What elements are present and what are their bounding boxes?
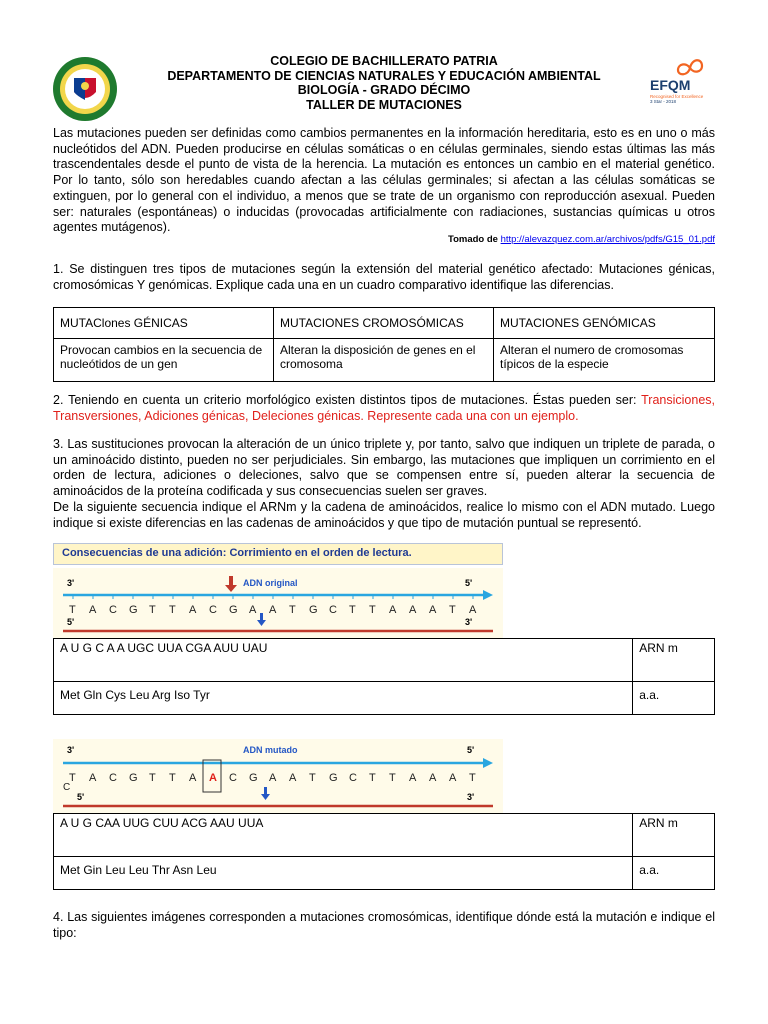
mutated-base-1: A: [89, 772, 97, 784]
original-base-19: T: [449, 604, 456, 616]
end-5-top: 5': [465, 578, 473, 588]
question-2: [53, 393, 715, 424]
end-5-bot: 5': [67, 617, 75, 627]
dna-original-title: ADN original: [243, 578, 298, 588]
mutated-base-9: G: [249, 772, 258, 784]
header-genomic: MUTACIONES GENÓMICAS: [494, 308, 715, 339]
question-2-text: 2. Teniendo en cuenta un criterio morfológico existen distintos tipos de mutaciones. Éstas pueden ser:: [53, 393, 642, 407]
original-base-17: A: [409, 604, 417, 616]
mutated-base-0: T: [69, 772, 76, 784]
question-2-highlight: Transiciones, Transversiones, Adiciones génicas, Deleciones génicas. Represente cada una con un ejemplo.: [53, 393, 715, 423]
comparison-table: [53, 307, 715, 382]
original-base-9: A: [249, 604, 257, 616]
sequence-table-mutated: [53, 813, 715, 890]
efqm-sub1: Recognised for Excellence: [650, 94, 704, 99]
school-name: COLEGIO DE BACHILLERATO PATRIA: [270, 54, 498, 68]
mutated-base-14: C: [349, 772, 357, 784]
original-base-20: A: [469, 604, 477, 616]
document-header: [0, 54, 768, 112]
efqm-text: EFQM: [650, 77, 691, 93]
mutated-base-13: G: [329, 772, 338, 784]
end-3-bot: 3': [465, 617, 473, 627]
arn-sequence-original[interactable]: A U G C A A UGC UUA CGA AUU UAU: [54, 639, 633, 682]
dna-mutated-figure: [53, 739, 503, 813]
original-base-10: A: [269, 604, 277, 616]
original-base-16: A: [389, 604, 397, 616]
original-base-8: G: [229, 604, 238, 616]
original-base-18: A: [429, 604, 437, 616]
question-1: 1. Se distinguen tres tipos de mutaciones según la extensión del material genético afectado: Mutaciones génicas, cromosómicas Y genómicas. Explique cada una en un cuadro comparativo identifique las diferencias.: [53, 262, 715, 292]
original-base-0: T: [69, 604, 76, 616]
mutated-base-3: G: [129, 772, 138, 784]
source-citation: [53, 234, 715, 245]
cell-chromosomal[interactable]: Alteran la disposición de genes en el cromosoma: [274, 339, 494, 382]
mutated-base-8: C: [229, 772, 237, 784]
figure-banner: [53, 543, 503, 565]
mutated-base-5: T: [169, 772, 176, 784]
end-5-top-mutated: 5': [467, 745, 475, 755]
mutated-base-10: A: [269, 772, 277, 784]
mutated-base-18: A: [429, 772, 437, 784]
original-base-5: T: [169, 604, 176, 616]
arn-label-mutated: ARN m: [633, 814, 715, 857]
end-3-bot-mutated: 3': [467, 792, 475, 802]
end-3-top-mutated: 3': [67, 745, 75, 755]
cell-genomic[interactable]: Alteran el numero de cromosomas típicos de la especie: [494, 339, 715, 382]
mutated-base-20: T: [469, 772, 476, 784]
mutated-base-7: A: [209, 772, 217, 784]
mutated-base-16: T: [389, 772, 396, 784]
original-base-7: C: [209, 604, 217, 616]
dna-mutated-title: ADN mutado: [243, 745, 298, 755]
end-3-top: 3': [67, 578, 75, 588]
figure-banner-text: Consecuencias de una adición: Corrimiento en el orden de lectura.: [62, 547, 412, 559]
original-base-13: C: [329, 604, 337, 616]
original-base-6: A: [189, 604, 197, 616]
mutated-base-12: T: [309, 772, 316, 784]
end-5-bot-mutated: 5': [77, 792, 85, 802]
extra-base: C: [63, 782, 71, 793]
question-4: 4. Las siguientes imágenes corresponden a mutaciones cromosómicas, identifique dónde está la mutación e indique el tipo:: [53, 910, 715, 940]
amino-acid-label-mutated: a.a.: [633, 857, 715, 890]
amino-acids-mutated[interactable]: Met Gin Leu Leu Thr Asn Leu: [54, 857, 633, 890]
subject-grade: BIOLOGÍA - GRADO DÉCIMO: [297, 83, 471, 97]
header-chromosomal: MUTACIONES CROMOSÓMICAS: [274, 308, 494, 339]
original-base-15: T: [369, 604, 376, 616]
mutated-base-11: A: [289, 772, 297, 784]
mutated-base-2: C: [109, 772, 117, 784]
mutated-base-15: T: [369, 772, 376, 784]
question-3: [53, 437, 715, 531]
department-name: DEPARTAMENTO DE CIENCIAS NATURALES Y EDUCACIÓN AMBIENTAL: [167, 68, 601, 83]
original-base-11: T: [289, 604, 296, 616]
mutated-base-17: A: [409, 772, 417, 784]
arn-sequence-mutated[interactable]: A U G CAA UUG CUU ACG AAU UUA: [54, 814, 633, 857]
header-genic: MUTAClones GÉNICAS: [54, 308, 274, 339]
mutated-base-19: A: [449, 772, 457, 784]
original-base-14: T: [349, 604, 356, 616]
original-base-1: A: [89, 604, 97, 616]
amino-acid-label: a.a.: [633, 682, 715, 715]
efqm-sub2: 3 Star - 2018: [650, 99, 677, 104]
original-base-12: G: [309, 604, 318, 616]
cell-genic[interactable]: Provocan cambios en la secuencia de nucleótidos de un gen: [54, 339, 274, 382]
question-3-paragraph: 3. Las sustituciones provocan la alteración de un único triplete y, por tanto, salvo que indiquen un triplete de parada, o un aminoácido distinto, pueden no ser perjudiciales. Sin embargo, las mutaciones que impliquen un corrimiento en el orden de lectura, adiciones o deleciones, salvo que se compensen entre sí, pueden alterar la secuencia de aminoácidos de la proteína codificada y sus consecuencias suelen ser graves.: [53, 437, 715, 499]
original-base-4: T: [149, 604, 156, 616]
mutated-base-6: A: [189, 772, 197, 784]
mutated-base-4: T: [149, 772, 156, 784]
source-label: Tomado de: [447, 234, 498, 245]
original-base-3: G: [129, 604, 138, 616]
arn-label: ARN m: [633, 639, 715, 682]
worksheet-title: TALLER DE MUTACIONES: [306, 97, 462, 112]
source-link[interactable]: http://alevazquez.com.ar/archivos/pdfs/G15_01.pdf: [500, 234, 715, 245]
original-base-2: C: [109, 604, 117, 616]
amino-acids-original[interactable]: Met Gln Cys Leu Arg Iso Tyr: [54, 682, 633, 715]
intro-paragraph: Las mutaciones pueden ser definidas como cambios permanentes en la información hereditaria, esto es en uno o más nucleótidos del ADN. Pueden producirse en células somáticas o en células germinales, siendo estas últimas las más trascendentales desde el punto de vista de la herencia. La mutación es entonces un cambio en el material genético. Por lo tanto, sólo son heredables cuando afectan a las células germinales; si afectan a las células somáticas se extinguen, por lo general con el individuo, a menos que se trate de un organismo con reproducción asexual. Pueden ser: naturales (espontáneas) o inducidas (provocadas artificialmente con radiaciones, sustancias químicas u otros agentes mutágenos).: [53, 126, 715, 235]
dna-original-figure: [53, 568, 503, 638]
sequence-table-original: [53, 638, 715, 715]
question-3-instructions: De la siguiente secuencia indique el ARNm y la cadena de aminoácidos, realice lo mismo con el ADN mutado. Luego indique si existe diferencias en las cadenas de aminoácidos y que tipo de mutación puntual se representó.: [53, 499, 715, 530]
